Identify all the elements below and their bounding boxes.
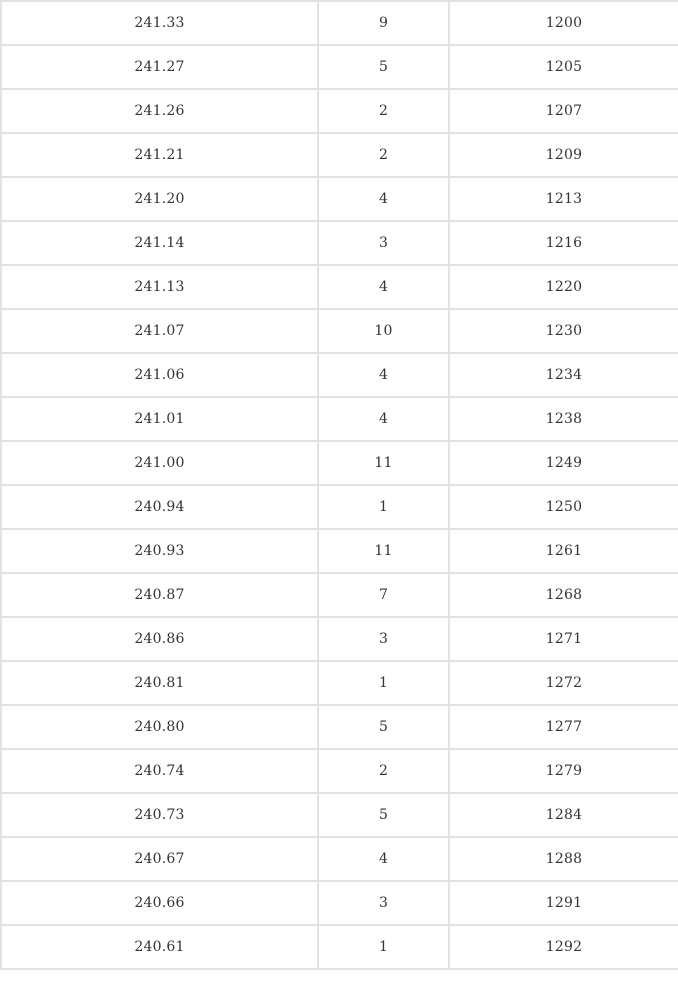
count-cell: 4 (318, 397, 449, 441)
score-cell: 241.06 (1, 353, 318, 397)
cumulative-cell: 1234 (449, 353, 678, 397)
count-cell: 4 (318, 837, 449, 881)
cumulative-cell: 1279 (449, 749, 678, 793)
score-cell: 240.86 (1, 617, 318, 661)
score-cell: 240.67 (1, 837, 318, 881)
table-row (1, 793, 678, 837)
score-cell: 241.26 (1, 89, 318, 133)
count-cell: 4 (318, 177, 449, 221)
cumulative-cell: 1261 (449, 529, 678, 573)
count-cell: 9 (318, 1, 449, 45)
score-cell: 241.14 (1, 221, 318, 265)
cumulative-cell: 1291 (449, 881, 678, 925)
count-cell: 3 (318, 221, 449, 265)
cumulative-cell: 1213 (449, 177, 678, 221)
table-row (1, 89, 678, 133)
count-cell: 2 (318, 749, 449, 793)
score-cell: 241.27 (1, 45, 318, 89)
count-cell: 7 (318, 573, 449, 617)
table-row (1, 485, 678, 529)
count-cell: 5 (318, 705, 449, 749)
cumulative-cell: 1200 (449, 1, 678, 45)
count-cell: 5 (318, 793, 449, 837)
count-cell: 5 (318, 45, 449, 89)
score-cell: 241.20 (1, 177, 318, 221)
count-cell: 1 (318, 661, 449, 705)
score-cell: 241.01 (1, 397, 318, 441)
cumulative-cell: 1238 (449, 397, 678, 441)
count-cell: 4 (318, 265, 449, 309)
table-row (1, 265, 678, 309)
cumulative-cell: 1205 (449, 45, 678, 89)
count-cell: 2 (318, 89, 449, 133)
cumulative-cell: 1268 (449, 573, 678, 617)
table-row (1, 617, 678, 661)
table-row (1, 661, 678, 705)
cumulative-cell: 1288 (449, 837, 678, 881)
score-cell: 240.87 (1, 573, 318, 617)
score-cell: 240.81 (1, 661, 318, 705)
count-cell: 1 (318, 485, 449, 529)
cumulative-cell: 1272 (449, 661, 678, 705)
table-row (1, 353, 678, 397)
table-row (1, 441, 678, 485)
cumulative-cell: 1207 (449, 89, 678, 133)
table-row (1, 837, 678, 881)
cumulative-cell: 1220 (449, 265, 678, 309)
table-row (1, 177, 678, 221)
table-body (1, 1, 678, 969)
count-cell: 2 (318, 133, 449, 177)
score-cell: 240.61 (1, 925, 318, 969)
table-row (1, 221, 678, 265)
count-cell: 10 (318, 309, 449, 353)
count-cell: 4 (318, 353, 449, 397)
cumulative-cell: 1230 (449, 309, 678, 353)
table-row (1, 133, 678, 177)
cumulative-cell: 1249 (449, 441, 678, 485)
score-cell: 241.00 (1, 441, 318, 485)
score-cell: 240.73 (1, 793, 318, 837)
table-row (1, 705, 678, 749)
cumulative-cell: 1250 (449, 485, 678, 529)
count-cell: 3 (318, 881, 449, 925)
cumulative-cell: 1216 (449, 221, 678, 265)
table-row (1, 309, 678, 353)
table-row (1, 573, 678, 617)
count-cell: 11 (318, 529, 449, 573)
cumulative-cell: 1292 (449, 925, 678, 969)
count-cell: 1 (318, 925, 449, 969)
cumulative-cell: 1209 (449, 133, 678, 177)
table-row (1, 529, 678, 573)
count-cell: 11 (318, 441, 449, 485)
score-cell: 241.07 (1, 309, 318, 353)
score-cell: 240.66 (1, 881, 318, 925)
score-cell: 240.80 (1, 705, 318, 749)
score-cell: 240.93 (1, 529, 318, 573)
score-cell: 241.33 (1, 1, 318, 45)
cumulative-cell: 1277 (449, 705, 678, 749)
count-cell: 3 (318, 617, 449, 661)
score-cell: 241.21 (1, 133, 318, 177)
cumulative-cell: 1271 (449, 617, 678, 661)
score-cell: 241.13 (1, 265, 318, 309)
table-row (1, 1, 678, 45)
table-row (1, 45, 678, 89)
table-row (1, 749, 678, 793)
table-row (1, 397, 678, 441)
cumulative-cell: 1284 (449, 793, 678, 837)
score-cell: 240.74 (1, 749, 318, 793)
table-row (1, 881, 678, 925)
score-cell: 240.94 (1, 485, 318, 529)
table-row (1, 925, 678, 969)
